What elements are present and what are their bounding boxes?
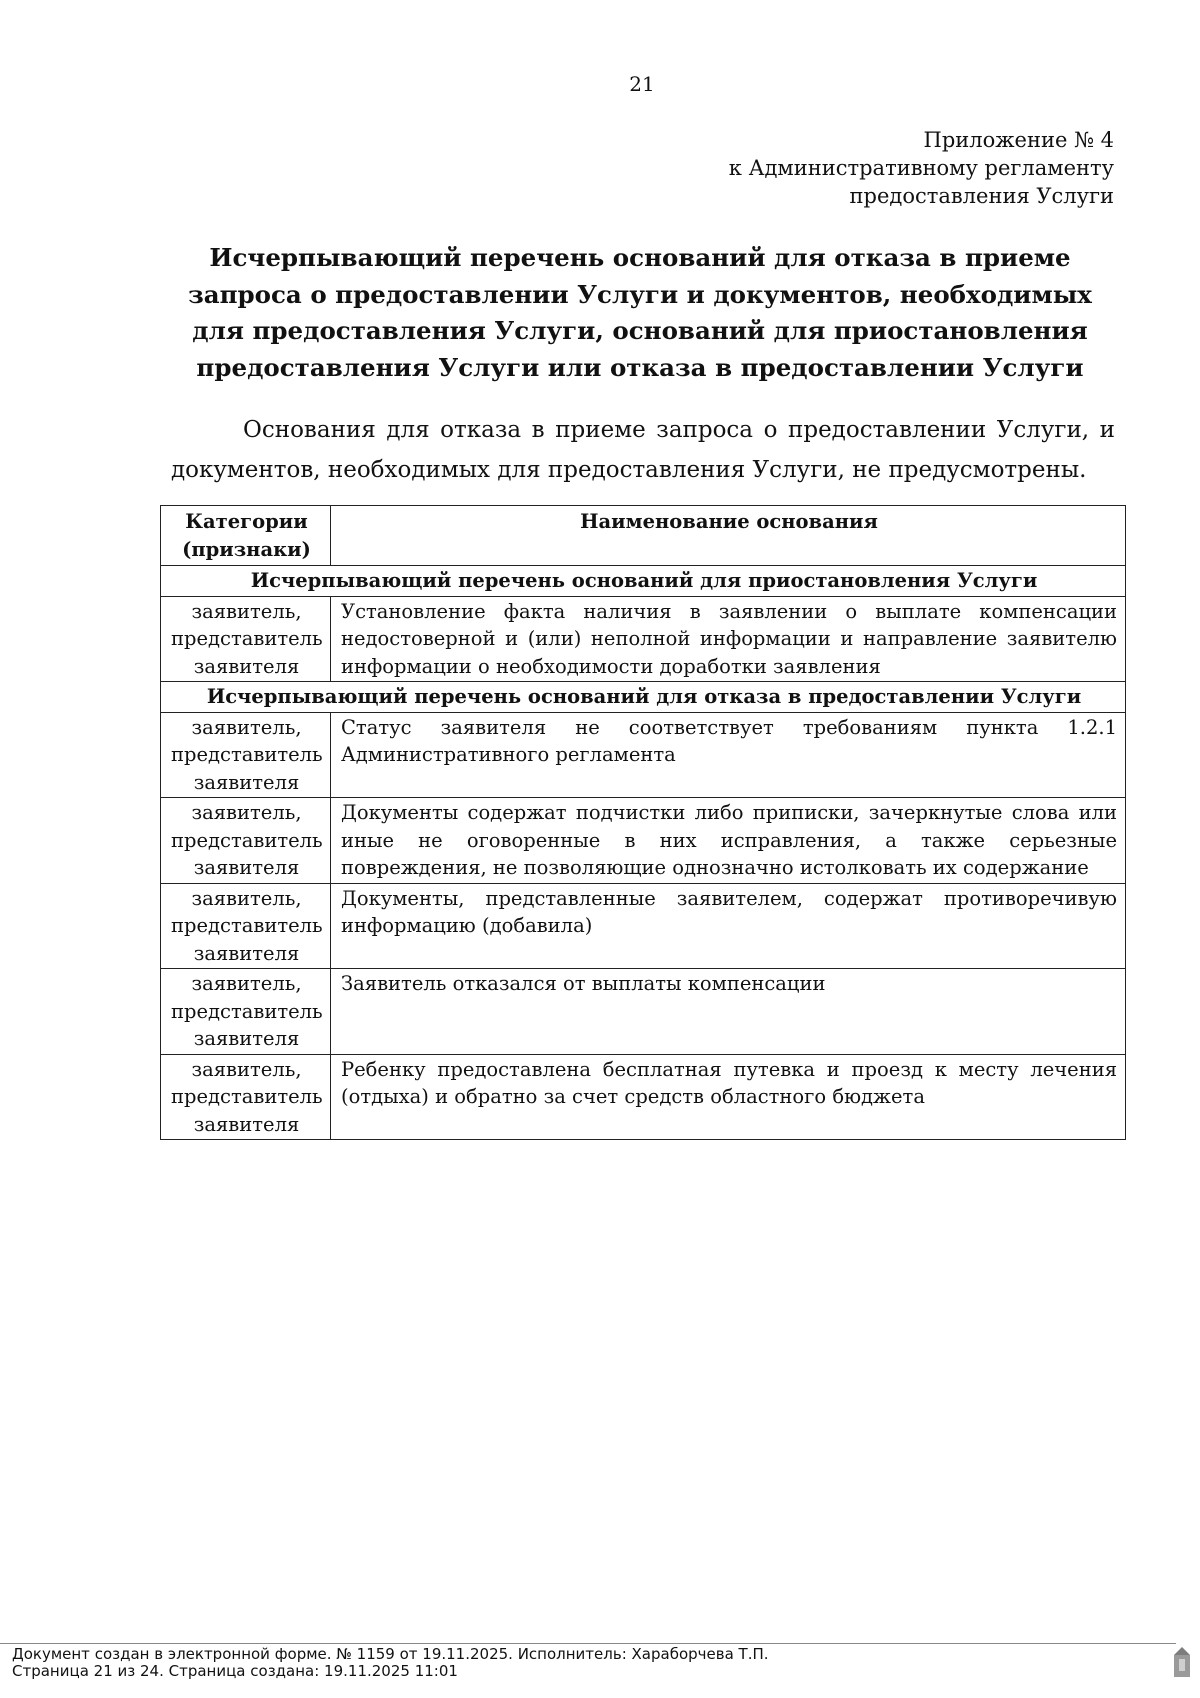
table-row <box>161 712 1126 798</box>
page-number: 21 <box>629 72 655 96</box>
appendix-reference <box>729 126 1114 210</box>
footer-line-1: Документ создан в электронной форме. № 1159 от 19.11.2025. Исполнитель: Хараборчева Т.П. <box>12 1645 769 1663</box>
footer-divider <box>0 1643 1176 1644</box>
ground-cell: Статус заявителя не соответствует требованиям пункта 1.2.1 Административного регламента <box>331 712 1126 798</box>
category-cell: заявитель, представитель заявителя <box>161 883 331 969</box>
intro-paragraph: Основания для отказа в приеме запроса о предоставлении Услуги, и документов, необходимых для предоставления Услуги, не предусмотрены. <box>171 417 1115 483</box>
table-header-row <box>161 506 1126 566</box>
category-cell: заявитель, представитель заявителя <box>161 798 331 884</box>
appendix-line-3: предоставления Услуги <box>849 184 1114 208</box>
appendix-line-2: к Административному регламенту <box>728 156 1114 180</box>
table-row <box>161 798 1126 884</box>
grounds-table <box>160 505 1126 1140</box>
table-row <box>161 1054 1126 1140</box>
ground-cell: Документы содержат подчистки либо приписки, зачеркнутые слова или иные не оговоренные в них исправления, а также серьезные повреждения, не позволяющие однозначно истолковать их содержание <box>331 798 1126 884</box>
section-row-suspension <box>161 566 1126 597</box>
appendix-line-1: Приложение № 4 <box>923 128 1114 152</box>
section-row-refusal <box>161 682 1126 713</box>
coat-of-arms-icon <box>1170 1643 1194 1683</box>
document-title: Исчерпывающий перечень оснований для отказа в приеме запроса о предоставлении Услуги и документов, необходимых для предоставления Услуги, оснований для приостановления предоставления Услуги или отказа в предоставлении Услуги <box>188 243 1092 382</box>
header-categories: Категории (признаки) <box>161 506 331 566</box>
category-cell: заявитель, представитель заявителя <box>161 1054 331 1140</box>
table-row <box>161 969 1126 1055</box>
section-title-refusal: Исчерпывающий перечень оснований для отказа в предоставлении Услуги <box>161 682 1126 713</box>
footer-line-2: Страница 21 из 24. Страница создана: 19.11.2025 11:01 <box>12 1662 458 1680</box>
section-title-suspension: Исчерпывающий перечень оснований для приостановления Услуги <box>161 566 1126 597</box>
ground-cell: Заявитель отказался от выплаты компенсации <box>331 969 1126 1055</box>
table-row <box>161 596 1126 682</box>
ground-cell: Установление факта наличия в заявлении о выплате компенсации недостоверной и (или) неполной информации и направление заявителю информации о необходимости доработки заявления <box>331 596 1126 682</box>
table-row <box>161 883 1126 969</box>
header-ground-name: Наименование основания <box>331 506 1126 566</box>
ground-cell: Ребенку предоставлена бесплатная путевка и проезд к месту лечения (отдыха) и обратно за счет средств областного бюджета <box>331 1054 1126 1140</box>
ground-cell: Документы, представленные заявителем, содержат противоречивую информацию (добавила) <box>331 883 1126 969</box>
category-cell: заявитель, представитель заявителя <box>161 596 331 682</box>
category-cell: заявитель, представитель заявителя <box>161 969 331 1055</box>
category-cell: заявитель, представитель заявителя <box>161 712 331 798</box>
document-footer <box>12 1646 769 1680</box>
